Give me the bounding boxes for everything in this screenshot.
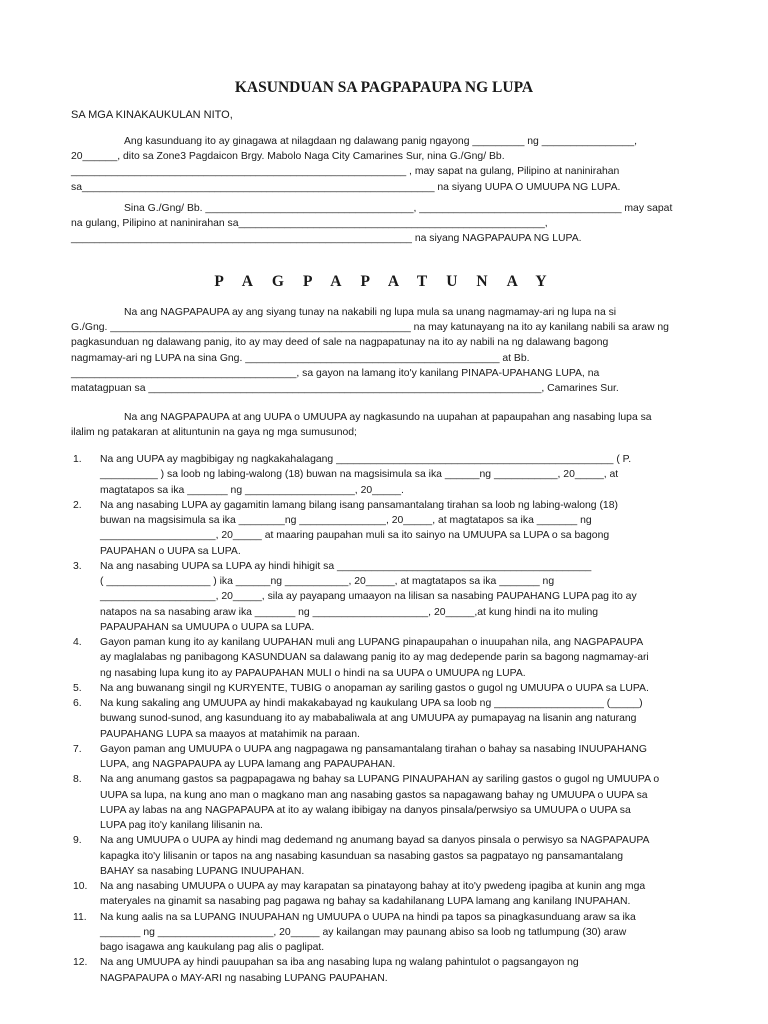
list-item-line: buwan na magsisimula sa ika ________ng _______________, 20_____, at magtatapos sa ika _______ ng (100, 515, 592, 526)
list-item-number: 3. (73, 560, 82, 572)
list-item-line: Na ang nasabing UMUUPA o UUPA ay may karapatan sa pinatayong bahay at ito'y pwedeng ipagiba at kunin ang mga (100, 881, 646, 892)
list-item-line: bago isagawa ang kaukulang pag alis o paglipat. (100, 942, 325, 953)
list-item-line: PAUPAHANG LUPA sa maayos at matahimik na paraan. (100, 728, 360, 740)
paragraph-line: _______________________________________, sa gayon na lamang ito'y kanilang PINAPA-UPAHANG LUPA, na (71, 367, 600, 379)
list-item-line: ay maglalabas ng panibagong KASUNDUAN sa dalawang panig ito ay mag dedepende parin sa bagong nagmamay-ari (100, 652, 649, 664)
list-item-number: 10. (73, 881, 88, 892)
list-item-line: Na ang UUPA ay magbibigay ng nagkakahalagang ________________________________________________ ( P. (100, 454, 632, 465)
list-item-number: 8. (73, 774, 82, 786)
paragraph-line: Na ang NAGPAPAUPA ay ang siyang tunay na nakabili ng lupa mula sa unang nagmamay-ari ng lupa na si (124, 307, 617, 318)
list-item-number: 6. (73, 698, 82, 709)
list-item-line: Na kung aalis na sa LUPANG INUUPAHAN ng UMUUPA o UUPA na hindi pa tapos sa pinagkasunduang araw sa ika (100, 911, 636, 923)
paragraph-line: nagmamay-ari ng LUPA na sina Gng. ____________________________________________ at Bb. (71, 352, 530, 364)
section-heading-pagpapatunay: PAGPAPATUNAY (214, 273, 566, 290)
paragraph-line: G./Gng. ____________________________________________________ na may katunayang na ito ay kanilang nabili sa araw ng (71, 322, 669, 334)
paragraph-line: pagkasunduan ng dalawang panig, ito ay may deed of sale na nagpapatunay na ito ay nabili na ng dalawang bagong (71, 337, 609, 349)
list-item-line: kapagka ito'y lilisanin or tapos na ang nasabing kasunduan sa nasabing gastos sa pagpatayo ng pansamantalang (100, 850, 624, 862)
salutation: SA MGA KINAKAUKULAN NITO, (71, 109, 233, 121)
list-item (71, 681, 659, 696)
paragraph-line: Ang kasunduang ito ay ginagawa at nilagdaan ng dalawang panig ngayong _________ ng ________________, (124, 136, 638, 147)
list-item-line: NAGPAPAUPA o MAY-ARI ng nasabing LUPANG PAUPAHAN. (100, 972, 388, 984)
list-item-line: ____________________, 20_____, sila ay payapang umaayon na lilisan sa nasabing PAUPAHANG LUPA pag ito ay (100, 591, 637, 603)
list-item-line: Na ang nasabing UUPA sa LUPA ay hindi hihigit sa ____________________________________________ (100, 560, 592, 572)
list-item-line: PAUPAHAN o UUPA sa LUPA. (100, 545, 241, 557)
parties-paragraph-lessee (71, 134, 637, 195)
list-item-line: Gayon paman ang UMUUPA o UUPA ang nagpagawa ng pansamantalang tirahan o bahay sa nasabing INUUPAHANG (100, 743, 647, 755)
list-item (71, 452, 659, 498)
list-item-line: UUPA sa lupa, na kung ano man o magkano man ang nasabing gastos sa napagawang bahay ng UMUUPA o UUPA sa (100, 789, 648, 801)
list-item (71, 772, 659, 833)
paragraph-line: Sina G./Gng/ Bb. ____________________________________, ___________________________________ may sapat (124, 203, 673, 214)
list-item-line: natapos na sa nasabing araw ika _______ ng ____________________, 20_____,at kung hindi na ito muling (100, 606, 599, 618)
list-item-line: materyales na ginamit sa nasabing pag pagawa ng bahay sa kadahilanang LUPA lamang ang kanilang INUPAHAN. (100, 896, 631, 908)
list-item-number: 7. (73, 743, 82, 755)
list-item-line: Na ang nasabing LUPA ay gagamitin lamang bilang isang pansamantalang tirahan sa loob ng labing-walong (18) (100, 499, 618, 511)
list-item-line: Na ang UMUUPA ay hindi pauupahan sa iba ang nasabing lupa ng walang pahintulot o pagsangayon ng (100, 957, 579, 969)
list-item (71, 696, 659, 742)
list-item-number: 12. (73, 957, 88, 969)
list-item-line: Na kung sakaling ang UMUUPA ay hindi makakabayad ng kaukulang UPA sa loob ng ___________________ (_____) (100, 698, 643, 709)
paragraph-line: ___________________________________________________________ na siyang NAGPAPAUPA NG LUPA. (71, 233, 582, 245)
list-item-line: BAHAY sa nasabing LUPANG INUUPAHAN. (100, 865, 305, 877)
list-item (71, 559, 659, 635)
paragraph-line: ilalim ng patakaran at alituntunin na gaya ng mga sumusunod; (71, 427, 357, 439)
list-item-line: LUPA pag ito'y kanilang lilisanin na. (100, 820, 263, 831)
paragraph-line: __________________________________________________________ , may sapat na gulang, Pilipino at naninirahan (71, 166, 620, 178)
list-item (71, 742, 659, 773)
list-item-line: ( __________________ ) ika ______ng ___________, 20_____, at magtatapos sa ika _______ ng (100, 576, 555, 587)
list-item-line: LUPA, ang NAGPAPAUPA ay LUPA lamang ang PAPAUPAHAN. (100, 759, 396, 770)
list-item-line: ____________________, 20_____ at maaring paupahan muli sa ito sainyo na UMUUPA sa LUPA o sa bagong (100, 530, 610, 542)
list-item-line: __________ ) sa loob ng labing-walong (18) buwan na magsisimula sa ika ______ng ___________, 20_____, at (100, 469, 619, 481)
paragraph-line: sa_____________________________________________________________ na siyang UUPA O UMUUPA NG LUPA. (71, 181, 621, 193)
list-item-line: LUPA ay labas na ang NAGPAPAUPA at ito ay walang ibibigay na danyos pinsala/perwsiyo sa UMUUPA o UUPA sa (100, 804, 631, 816)
list-item (71, 879, 659, 910)
list-item-line: Na ang buwanang singil ng KURYENTE, TUBIG o anopaman ay sariling gastos o gugol ng UMUUPA o UUPA sa LUPA. (100, 682, 649, 694)
list-item-number: 2. (73, 499, 82, 511)
list-item-line: PAPAUPAHAN sa UMUUPA o UUPA sa LUPA. (100, 621, 315, 633)
list-item-number: 4. (73, 637, 82, 648)
list-item (71, 833, 659, 879)
list-item (71, 910, 659, 956)
list-item-number: 11. (73, 911, 87, 923)
list-item-line: Gayon paman kung ito ay kanilang UUPAHAN muli ang LUPANG pinapaupahan o inuupahan nila, ang NAGPAPAUPA (100, 637, 644, 648)
list-item-line: ng nasabing lupa kung ito ay PAPAUPAHAN MULI o hindi na sa UUPA o UMUUPA ng LUPA. (100, 667, 526, 679)
paragraph-line: Na ang NAGPAPAUPA at ang UUPA o UMUUPA ay nagkasundo na uupahan at papaupahan ang nasabing lupa sa (124, 412, 652, 423)
list-item-line: magtatapos sa ika _______ ng ___________________, 20_____. (100, 484, 404, 496)
list-item (71, 955, 659, 986)
paragraph-line: na gulang, Pilipino at naninirahan sa_____________________________________________________, (71, 218, 548, 230)
list-item (71, 635, 659, 681)
list-item-number: 5. (73, 682, 82, 694)
list-item-number: 1. (73, 454, 82, 465)
document-title: KASUNDUAN SA PAGPAPAUPA NG LUPA (234, 79, 534, 96)
terms-list (71, 452, 659, 986)
list-item (71, 498, 659, 559)
agreement-intro-paragraph (71, 410, 652, 440)
list-item-number: 9. (73, 835, 82, 847)
ownership-paragraph (71, 305, 669, 396)
list-item-line: Na ang UMUUPA o UUPA ay hindi mag dedemand ng anumang bayad sa danyos pinsala o perwisyo sa NAGPAPAUPA (100, 835, 650, 847)
paragraph-line: matatagpuan sa ____________________________________________________________________, Camarines Sur. (71, 383, 619, 395)
list-item-line: buwang sunod-sunod, ang kasunduang ito ay mababaliwala at ang UMUUPA ay pumapayag na lisanin ang naturang (100, 713, 637, 725)
list-item-line: _______ ng ____________________, 20_____ ay kailangan may paunang abiso sa loob ng tatlumpung (30) araw (100, 926, 627, 938)
list-item-line: Na ang anumang gastos sa pagpapagawa ng bahay sa LUPANG PINAUPAHAN ay sariling gastos o gugol ng UMUUPA o (100, 774, 660, 786)
parties-paragraph-lessor (71, 201, 672, 247)
paragraph-line: 20______, dito sa Zone3 Pagdaicon Brgy. Mabolo Naga City Camarines Sur, nina G./Gng/ Bb. (71, 151, 505, 163)
